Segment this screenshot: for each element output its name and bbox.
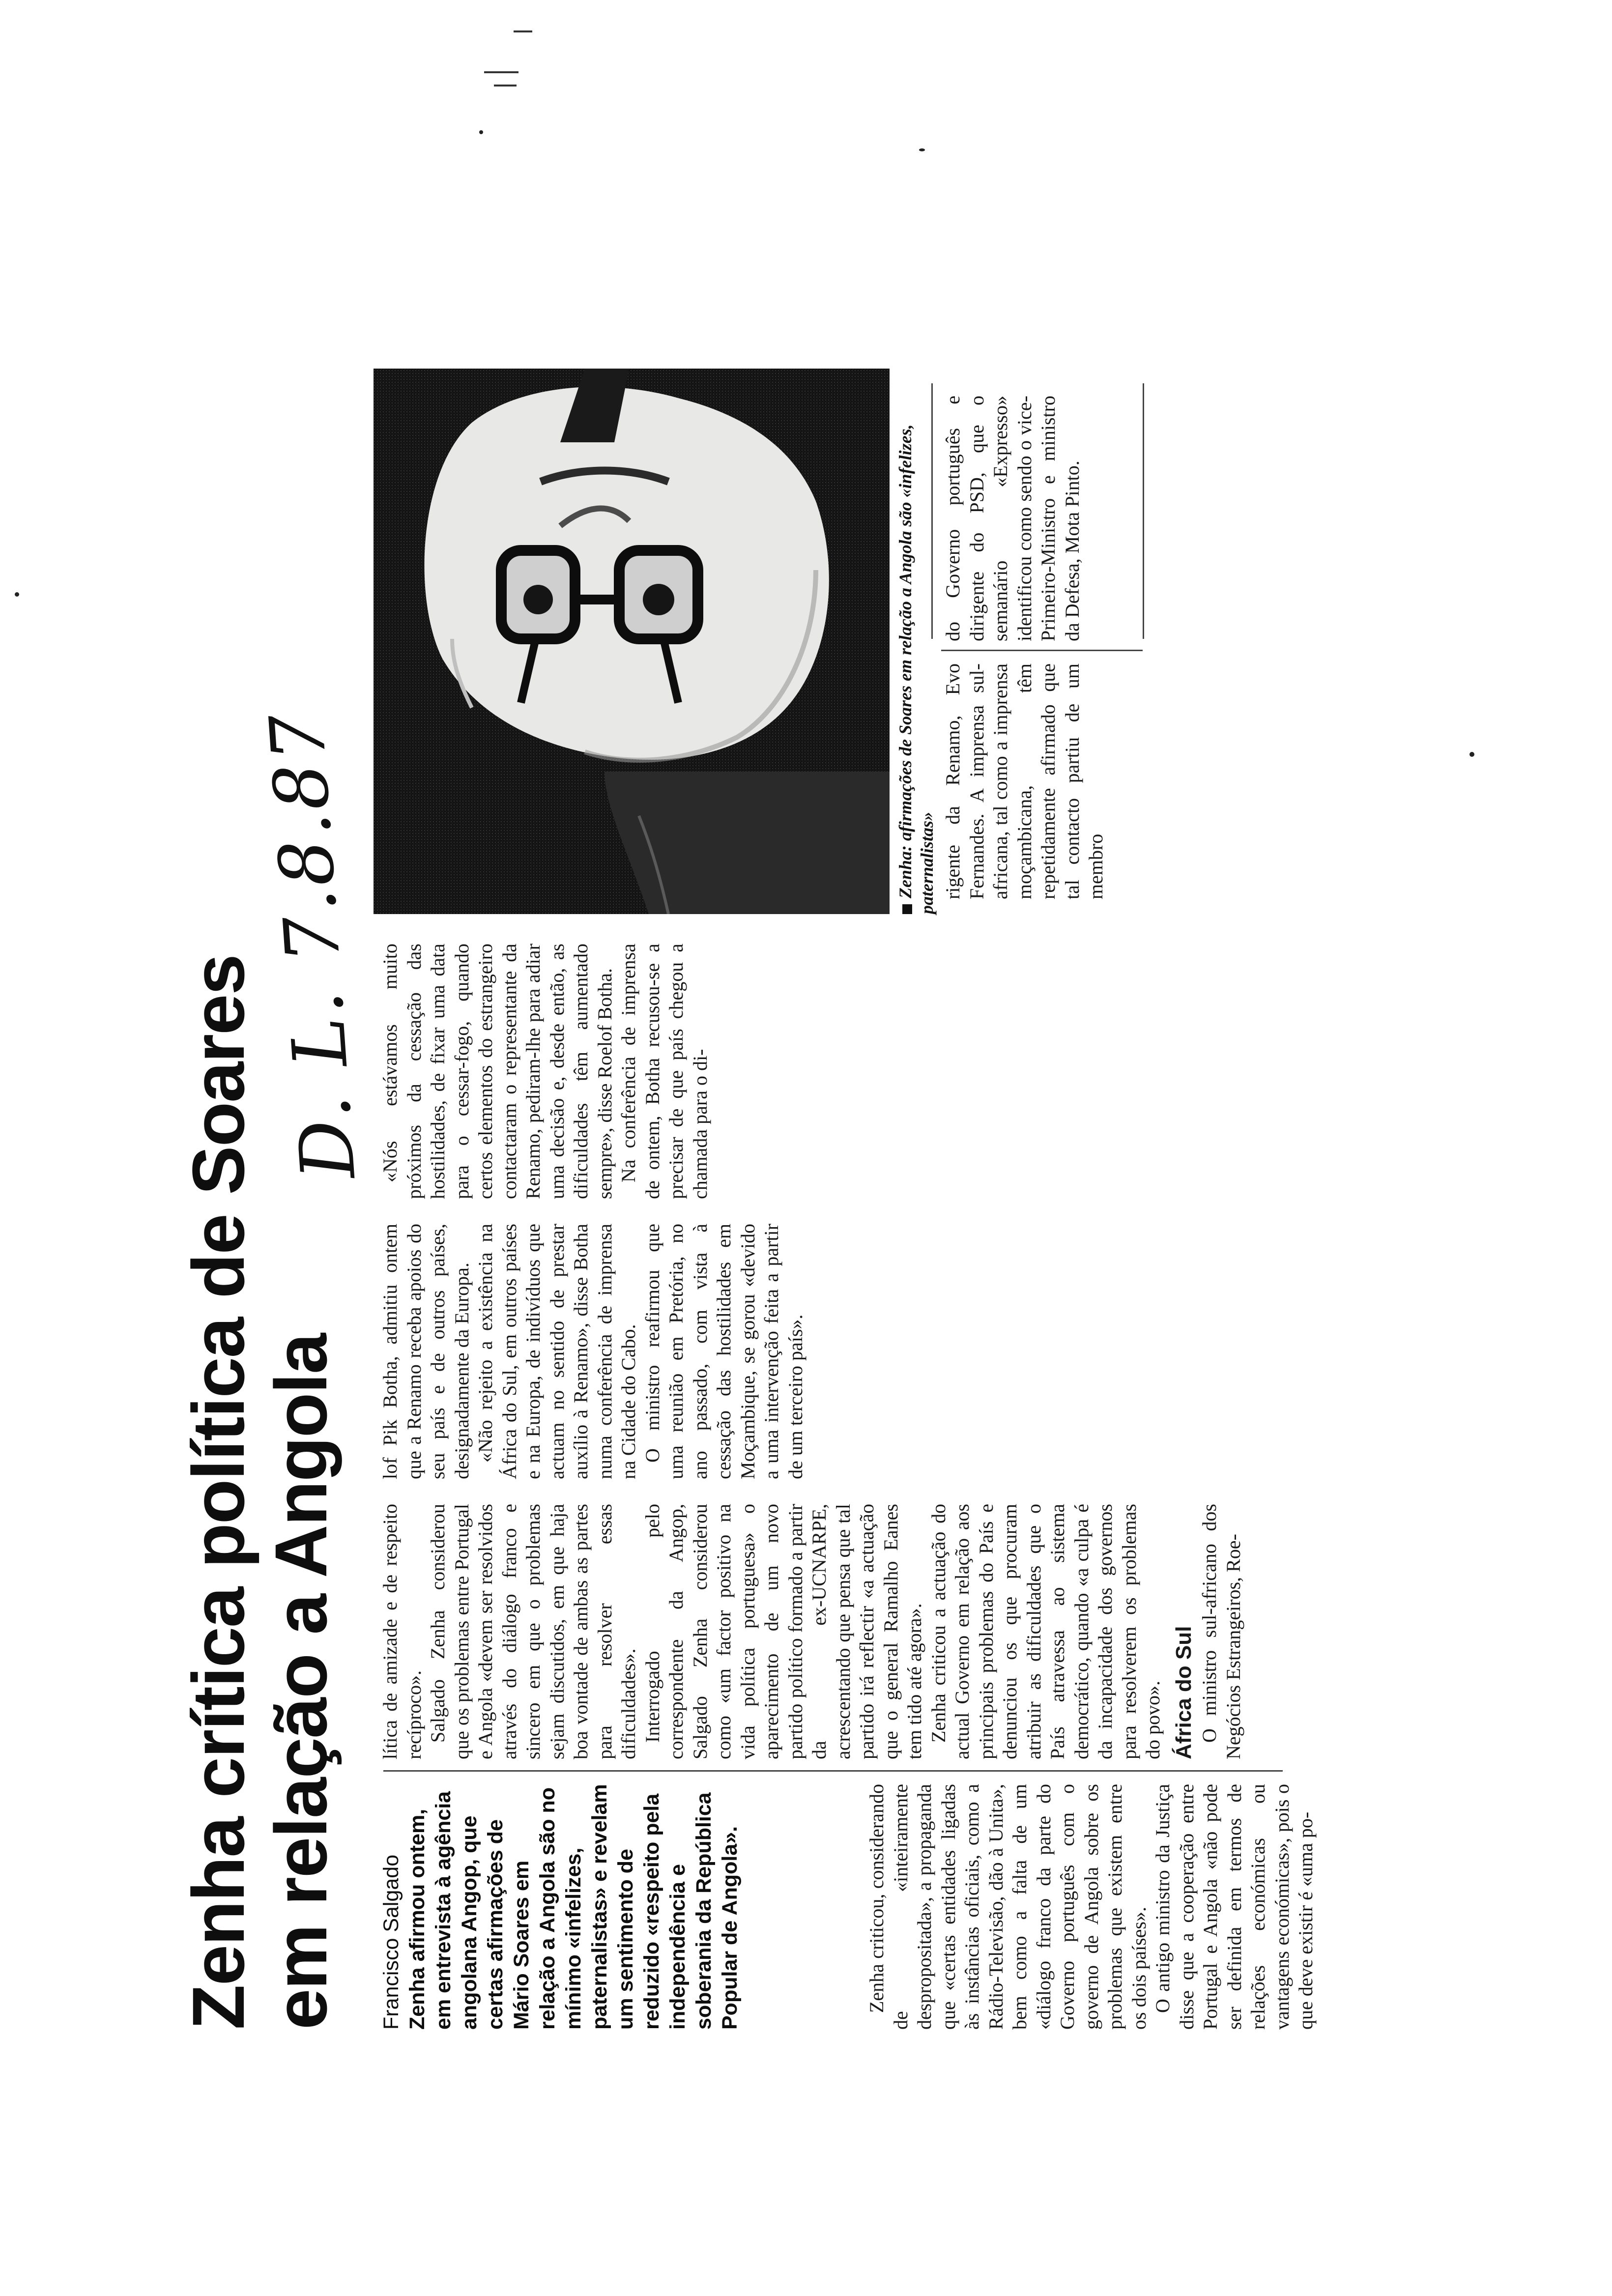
scan-mark xyxy=(1469,752,1474,757)
text-column-2 xyxy=(378,1504,1245,1759)
paragraph: Zenha criticou a actuação do actual Governo em relação aos principais problemas do País e denunciou os que procuram atribuir as dificuldades que o País atravessa ao sistema democrático, quando «a culpa é da incapacidade dos governos para resolverem os problemas do povo». xyxy=(927,1504,1164,1759)
paragraph: Salgado Zenha considerou que os problemas entre Portugal e Angola «devem ser resolvidos através do diálogo franco e sincero em que o problemas sejam discutidos, em que haja boa vontade de ambas as partes para resolver essas dificuldades». xyxy=(427,1504,639,1759)
headline-line-1: Zenha crítica política de Soares xyxy=(177,955,259,2030)
section-subhead: África do Sul xyxy=(1171,1626,1196,1759)
newspaper-article xyxy=(167,79,1347,2044)
text-column-4 xyxy=(378,944,712,1199)
portrait-photo xyxy=(374,369,890,914)
paragraph: rigente da Renamo, Evo Fernandes. A imprensa sul-africana, tal como a imprensa moçambicana, têm repetidamente afirmado que tal contacto partiu de um membro xyxy=(942,663,1107,899)
paragraph: do Governo português e dirigente do PSD, que o semanário «Expresso» identificou como sendo o vice-Primeiro-Ministro e ministro da Defesa, Mota Pinto. xyxy=(942,396,1083,641)
paragraph: O antigo ministro da Justiça disse que a cooperação entre Portugal e Angola «não pode ser definida em termos de relações económicas ou vantagens económicas», pois o que deve existir é «uma po- xyxy=(1151,1784,1317,2030)
paragraph: Zenha criticou, considerando de «inteiramente despropositada», a propaganda que «certas entidades ligadas às instâncias oficiais, como a Rádio-Televisão, dão à Unita», bem como a falta de um «diálogo franco da parte do Governo português com o governo de Angola sobre os problemas que existem entre os dois países». xyxy=(865,1784,1150,2030)
text-column-5 xyxy=(941,663,1108,899)
text-column-6 xyxy=(941,396,1084,641)
scan-mark xyxy=(514,30,532,32)
byline: Francisco Salgado xyxy=(379,1854,403,2030)
caption-text: Zenha: afirmações de Soares em relação a Angola são «infelizes, paternalistas» xyxy=(895,424,937,914)
paragraph: O ministro sul-africano dos Negócios Estrangeiros, Roe- xyxy=(1198,1504,1244,1759)
portrait-illustration xyxy=(374,369,890,914)
lede xyxy=(378,1784,743,2030)
headline-line-2: em relação a Angola xyxy=(259,1334,342,2030)
scan-mark xyxy=(484,71,518,73)
paragraph: «Nós estávamos muito próximos da cessação das hostilidades, de fixar uma data para o cessar-fogo, quando certos elementos do estrangeiro contactaram o representante da Renamo, pediram-lhe para adiar uma decisão e, desde então, as dificuldades têm aumentado sempre», disse Roelof Botha. xyxy=(379,944,616,1199)
scan-mark xyxy=(15,592,19,597)
paragraph: «Não rejeito a existência na África do Sul, em outros países e na Europa, de indivíduos que actuam no sentido de prestar auxílio à Renamo», disse Botha numa conferência de imprensa na Cidade do Cabo. xyxy=(474,1224,639,1479)
article-end-rule xyxy=(1143,383,1144,639)
lede-text: Zenha afirmou ontem, em entrevista à agência angolana Angop, que certas afirmações de Mário Soares em relação a Angola são no mínimo «infelizes, paternalistas» e revelam um sentimento de reduzido «respeito pela independência e soberania da República Popular de Angola». xyxy=(405,1784,742,2030)
article-end-rule xyxy=(931,383,933,639)
paragraph: lof Pik Botha, admitiu ontem que a Renamo receba apoios do seu país e de outros países, designadamente da Europa. xyxy=(379,1224,473,1479)
text-column-3 xyxy=(378,1224,807,1479)
paragraph: Na conferência de imprensa de ontem, Botha recusou-se a precisar de que país chegou a chamada para o di- xyxy=(617,944,711,1199)
caption-bullet-icon xyxy=(902,904,912,914)
column-rule xyxy=(383,1770,1283,1772)
text-column-1 xyxy=(865,1784,1318,2030)
column-rule xyxy=(941,650,1143,651)
paragraph: lítica de amizade e de respeito recíproco». xyxy=(379,1504,425,1759)
paragraph: Interrogado pelo correspondente da Angop, Salgado Zenha considerou como «um factor positivo na vida política portuguesa» o aparecimento de um novo partido político formado a partir da ex-UCNARPE, acrescentando que pensa que tal partido irá reflectir «a actuação que o general Ramalho Eanes tem tido até agora». xyxy=(641,1504,925,1759)
handwritten-date-note: D. L. 7.8.87 xyxy=(254,708,373,1182)
paragraph: O ministro reafirmou que uma reunião em Pretória, no ano passado, com vista à cessação das hostilidades em Moçambique, se gorou «devido a uma intervenção feita a partir de um terceiro país». xyxy=(641,1224,806,1479)
